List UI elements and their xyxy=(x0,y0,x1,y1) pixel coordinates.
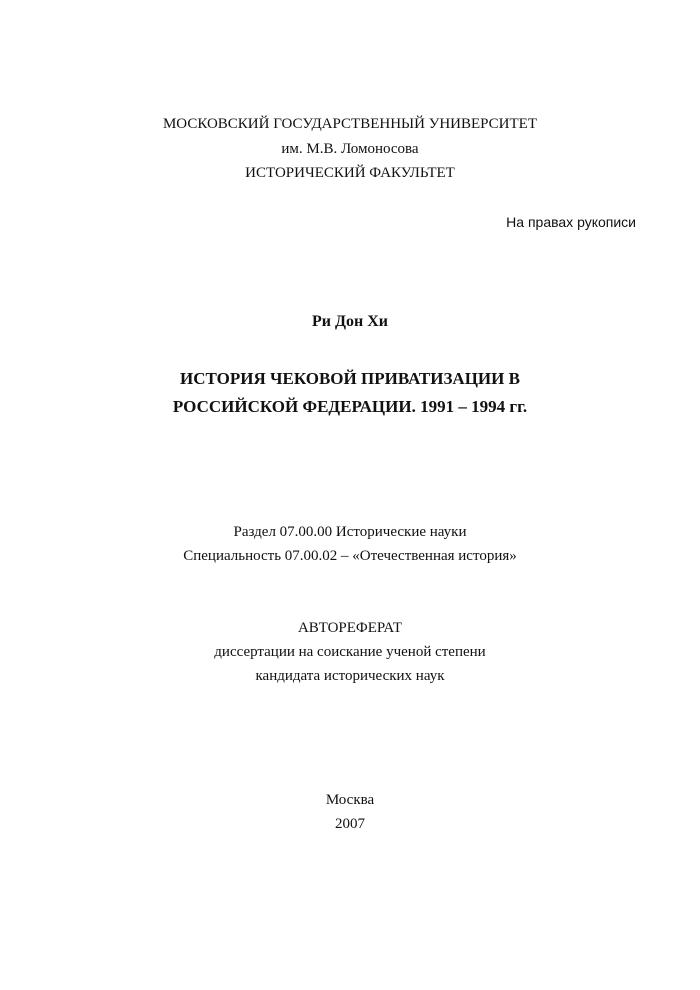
section-code: Раздел 07.00.00 Исторические науки xyxy=(233,524,467,540)
thesis-title-line-1: ИСТОРИЯ ЧЕКОВОЙ ПРИВАТИЗАЦИИ В xyxy=(180,369,520,388)
university-name: МОСКОВСКИЙ ГОСУДАРСТВЕННЫЙ УНИВЕРСИТЕТ xyxy=(162,116,538,132)
abstract-label: АВТОРЕФЕРАТ xyxy=(297,620,403,636)
specialty-code: Специальность 07.00.02 – «Отечественная история» xyxy=(183,548,517,564)
year: 2007 xyxy=(335,816,365,832)
abstract-purpose-line-2: кандидата исторических наук xyxy=(255,668,445,684)
faculty-name: ИСТОРИЧЕСКИЙ ФАКУЛЬТЕТ xyxy=(245,165,455,181)
thesis-title-line-2: РОССИЙСКОЙ ФЕДЕРАЦИИ. 1991 – 1994 гг. xyxy=(172,397,528,416)
university-named-after: им. М.В. Ломоносова xyxy=(281,141,419,157)
abstract-purpose-line-1: диссертации на соискание ученой степени xyxy=(214,644,486,660)
city: Москва xyxy=(325,792,375,808)
author-name: Ри Дон Хи xyxy=(312,313,388,330)
manuscript-note: На правах рукописи xyxy=(506,214,636,230)
